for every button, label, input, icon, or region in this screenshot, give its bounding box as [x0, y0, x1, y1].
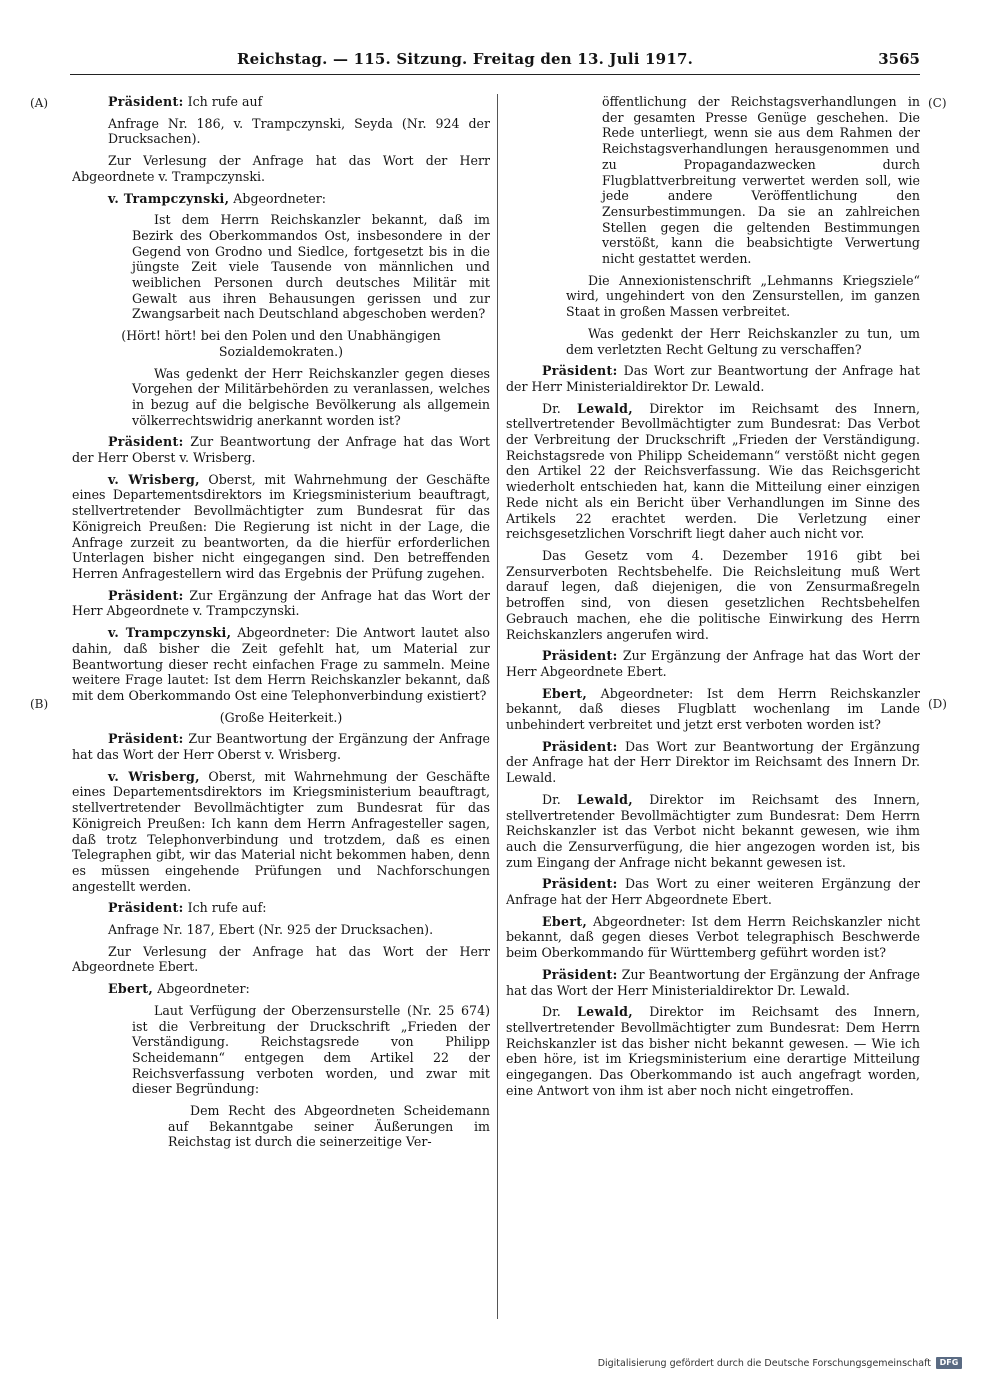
speaker-name: Präsident: [542, 363, 618, 379]
paragraph [72, 625, 490, 704]
speaker-title: Dr. [542, 1004, 577, 1020]
paragraph-text: Abgeordneter: Ist dem Herrn Reichskanzler nicht bekannt, daß gegen dieses Verbot telegraphisch Beschwerde beim Oberkommando für Württemberg geführt worden ist? [506, 913, 920, 961]
interjection [72, 710, 490, 726]
paragraph [72, 900, 490, 916]
paragraph [72, 94, 490, 110]
margin-mark-a: (A) [30, 96, 49, 110]
speaker-name: Präsident: [542, 738, 618, 754]
paragraph [72, 153, 490, 184]
paragraph-text: Anfrage Nr. 186, v. Trampczynski, Seyda (Nr. 924 der Drucksachen). [108, 115, 490, 147]
speaker-name: Präsident: [108, 94, 184, 109]
paragraph-text: Abgeordneter: [229, 190, 326, 206]
paragraph-text: Zur Ergänzung der Anfrage hat das Wort der Herr Abgeordnete Ebert. [506, 648, 920, 679]
dfg-logo: DFG [936, 1357, 962, 1369]
paragraph-text: Zur Beantwortung der Ergänzung der Anfrage hat das Wort der Herr Ministerialdirektor Dr. Lewald. [506, 966, 920, 998]
paragraph-text: Ist dem Herrn Reichskanzler bekannt, daß im Bezirk des Oberkommandos Ost, insbesondere in der Gegend von Grodno und Siedlce, fortgesetzt bis in die jüngste Zeit viele Tausende von männlichen und weiblichen Personen durch deutsches Militär mit Gewalt aus ihren Behausungen gerissen und zur Zwangsarbeit nach Deutschland abgeschoben werden? [132, 212, 490, 322]
column-divider [497, 94, 498, 1319]
paragraph-text: Direktor im Reichsamt des Innern, stellvertretender Bevollmächtigter zum Bundesrat: Dem Herrn Reichskanzler ist das bisher nicht bekannt gewesen. — Wie ich eben höre, ist im Kriegsministerium eine derartige Mitteilung eingegangen. Das Oberkommando ist auch angefragt worden, eine Antwort von ihm ist aber noch nicht eingetroffen. [506, 1004, 920, 1098]
right-column [506, 94, 920, 1324]
paragraph-text: Zur Beantwortung der Anfrage hat das Wort der Herr Oberst v. Wrisberg. [72, 434, 490, 466]
paragraph [72, 731, 490, 762]
footer-credit: Digitalisierung gefördert durch die Deutsche Forschungsgemeinschaft [597, 1357, 931, 1369]
paragraph-text: öffentlichung der Reichstagsverhandlungen in der gesamten Presse Genüge geschehen. Die Rede unterliegt, wenn sie aus dem Rahmen der Reichstagsverhandlungen herausgenommen und zu Propagandazwecken durch Flugblattverbreitung verwertet werden soll, wie jede andere Veröffentlichung den Zensurbestimmungen. Da sie an zahlreichen Stellen gegen die geltenden Bestimmungen verstößt, kann die beabsichtigte Verwertung nicht gestattet werden. [602, 94, 920, 267]
paragraph-text: Dem Recht des Abgeordneten Scheidemann auf Bekanntgabe seiner Äußerungen im Reichstag ist durch die seinerzeitige Ver- [168, 1103, 490, 1150]
paragraph-text: Abgeordneter: Ist dem Herrn Reichskanzler bekannt, daß dieses Flugblatt wochenlang im Lande unbehindert verbreitet und jetzt erst verboten worden ist? [506, 685, 920, 733]
speaker-name: Lewald, [577, 1004, 633, 1020]
paragraph-text: Das Wort zur Beantwortung der Ergänzung der Anfrage hat der Herr Direktor im Reichsamt des Innern Dr. Lewald. [506, 738, 920, 786]
paragraph-text: Das Wort zur Beantwortung der Anfrage hat der Herr Ministerialdirektor Dr. Lewald. [506, 363, 920, 394]
paragraph-text: Ich rufe auf [183, 94, 263, 109]
paragraph [72, 191, 490, 207]
paragraph-text: Anfrage Nr. 187, Ebert (Nr. 925 der Drucksachen). [108, 922, 434, 938]
speaker-name: Präsident: [542, 648, 618, 664]
paragraph [506, 876, 920, 907]
paragraph [506, 548, 920, 642]
paragraph [506, 967, 920, 998]
paragraph-text: Abgeordneter: [153, 981, 250, 997]
paragraph-text: Ich rufe auf: [183, 900, 267, 916]
paragraph [72, 981, 490, 997]
footer [598, 1357, 962, 1369]
paragraph [506, 792, 920, 871]
paragraph-text: Das Gesetz vom 4. Dezember 1916 gibt bei Zensurverboten Rechtsbehelfe. Die Reichsleitung muß Wert darauf legen, daß diejenigen, die von Zensurmaßregeln betroffen sind, von diesen gesetzlichen Rechtsbehelfen Gebrauch machen, ehe die politische Einwirkung des Herrn Reichskanzlers angerufen wird. [506, 547, 920, 642]
paragraph [506, 914, 920, 961]
speaker-name: Präsident: [108, 900, 184, 916]
speaker-name: Ebert, [542, 685, 588, 701]
speaker-name: v. Wrisberg, [108, 471, 200, 487]
quoted-question [72, 1003, 490, 1097]
speaker-name: Präsident: [108, 731, 184, 747]
paragraph-text: Was gedenkt der Herr Reichskanzler zu tun, um dem verletzten Recht Geltung zu verschaffen? [566, 325, 920, 357]
left-column [72, 94, 490, 1324]
paragraph-text: Direktor im Reichsamt des Innern, stellvertretender Bevollmächtigter zum Bundesrat: Dem Herrn Reichskanzler ist das Verbot nicht bekannt gewesen, wie ihm auch die Zensurverfügung, die hier angezogen worden ist, bis zum Eingang der Anfrage nicht bekannt gewesen ist. [506, 791, 920, 870]
speaker-title: Dr. [542, 400, 577, 416]
speaker-name: Ebert, [108, 981, 154, 997]
paragraph-text: Direktor im Reichsamt des Innern, stellvertretender Bevollmächtigter zum Bundesrat: Das Verbot der Verbreitung der Druckschrift „Frieden der Verständigung. Reichstagsrede von Philipp Scheidemann“ verstößt nicht gegen den Artikel 22 der Reichsverfassung. Wie das Reichsgericht wiederholt entschieden hat, kann die Mitteilung einer einzigen Rede nicht als ein Bericht über Verhandlungen im Sinne des Artikels 22 erachtet werden. Die Verletzung einer reichsgesetzlichen Vorschrift liegt daher auch nicht vor. [506, 400, 920, 542]
quoted-decree [72, 1103, 490, 1150]
margin-mark-c: (C) [928, 96, 947, 110]
paragraph-text: (Große Heiterkeit.) [219, 709, 343, 725]
paragraph [72, 922, 490, 938]
page-header [70, 50, 920, 75]
speaker-name: Ebert, [542, 913, 588, 929]
speaker-name: v. Trampczynski, [108, 190, 230, 206]
page-number: 3565 [878, 50, 920, 68]
paragraph-text: (Hört! hört! bei den Polen und den Unabhängigen Sozialdemokraten.) [121, 328, 441, 359]
paragraph [506, 401, 920, 542]
paragraph [506, 363, 920, 394]
paragraph [72, 434, 490, 465]
paragraph [506, 686, 920, 733]
margin-mark-b: (B) [30, 697, 49, 711]
paragraph [72, 944, 490, 975]
speaker-title: Dr. [542, 791, 577, 807]
margin-mark-d: (D) [928, 697, 947, 711]
quoted-question [506, 273, 920, 320]
speaker-name: Lewald, [577, 400, 633, 416]
speaker-name: Präsident: [542, 876, 618, 892]
paragraph-text: Zur Verlesung der Anfrage hat das Wort der Herr Abgeordnete Ebert. [72, 943, 490, 975]
paragraph [506, 739, 920, 786]
paragraph [506, 648, 920, 679]
paragraph [72, 472, 490, 582]
running-head: Reichstag. — 115. Sitzung. Freitag den 13. Juli 1917. [236, 50, 694, 68]
speaker-name: v. Wrisberg, [108, 768, 200, 784]
paragraph-text: Die Annexionistenschrift „Lehmanns Kriegsziele“ wird, ungehindert von den Zensurstellen, im ganzen Staat in großen Massen verbreitet. [566, 272, 920, 320]
quoted-question [72, 366, 490, 429]
paragraph [72, 769, 490, 895]
paragraph [506, 1004, 920, 1098]
paragraph-text: Zur Beantwortung der Ergänzung der Anfrage hat das Wort der Herr Oberst v. Wrisberg. [72, 731, 490, 763]
quoted-question [72, 212, 490, 322]
speaker-name: Lewald, [577, 791, 633, 807]
paragraph [72, 116, 490, 147]
interjection [72, 328, 490, 359]
paragraph-text: Das Wort zu einer weiteren Ergänzung der Anfrage hat der Herr Abgeordnete Ebert. [506, 876, 920, 908]
speaker-name: v. Trampczynski, [108, 625, 232, 641]
paragraph-text: Oberst, mit Wahrnehmung der Geschäfte eines Departementsdirektors im Kriegsministerium beauftragt, stellvertretender Bevollmächtigter zum Bundesrat für das Königreich Preußen: Die Regierung ist nicht in der Lage, die Anfrage zurzeit zu beantworten, da die hierfür erforderlichen Unterlagen bisher nicht eingegangen sind. Den betreffenden Herren Anfragestellern wird das Ergebnis der Prüfung zugehen. [72, 471, 490, 581]
paragraph-text: Abgeordneter: Die Antwort lautet also dahin, daß bisher die Zeit gefehlt hat, um Material zur Beantwortung dieser recht einfachen Frage zu sammeln. Meine weitere Frage lautet: Ist dem Herrn Reichskanzler bekannt, daß mit dem Oberkommando Ost eine Telephonverbindung existiert? [72, 625, 490, 703]
paragraph-text: Laut Verfügung der Oberzensurstelle (Nr. 25 674) ist die Verbreitung der Druckschrift „Frieden der Verständigung. Reichstagsrede von Philipp Scheidemann“ entgegen dem Artikel 22 der Reichsverfassung verboten worden, und zwar mit dieser Begründung: [132, 1002, 490, 1097]
speaker-name: Präsident: [108, 434, 184, 450]
paragraph-text: Was gedenkt der Herr Reichskanzler gegen dieses Vorgehen der Militärbehörden zu veranlassen, welches in bezug auf die belgische Bevölkerung als allgemein völkerrechtswidrig anerkannt worden ist? [132, 365, 490, 428]
paragraph-text: Zur Ergänzung der Anfrage hat das Wort der Herr Abgeordnete v. Trampczynski. [72, 587, 490, 619]
paragraph-text: Oberst, mit Wahrnehmung der Geschäfte eines Departementsdirektors im Kriegsministerium beauftragt, stellvertretender Bevollmächtigter zum Bundesrat für das Königreich Preußen: Ich kann dem Herrn Anfragesteller sagen, daß trotz Telephonverbindung und trotzdem, daß es einen Telegraphen gibt, wir das Material nicht bekommen haben, denn es müssen eingehende Prüfungen und Nachforschungen angestellt werden. [72, 768, 490, 894]
speaker-name: Präsident: [542, 966, 618, 982]
speaker-name: Präsident: [108, 587, 184, 603]
paragraph [72, 588, 490, 619]
quoted-question [506, 326, 920, 357]
paragraph-text: Zur Verlesung der Anfrage hat das Wort der Herr Abgeordnete v. Trampczynski. [72, 153, 490, 184]
quoted-decree [506, 94, 920, 267]
